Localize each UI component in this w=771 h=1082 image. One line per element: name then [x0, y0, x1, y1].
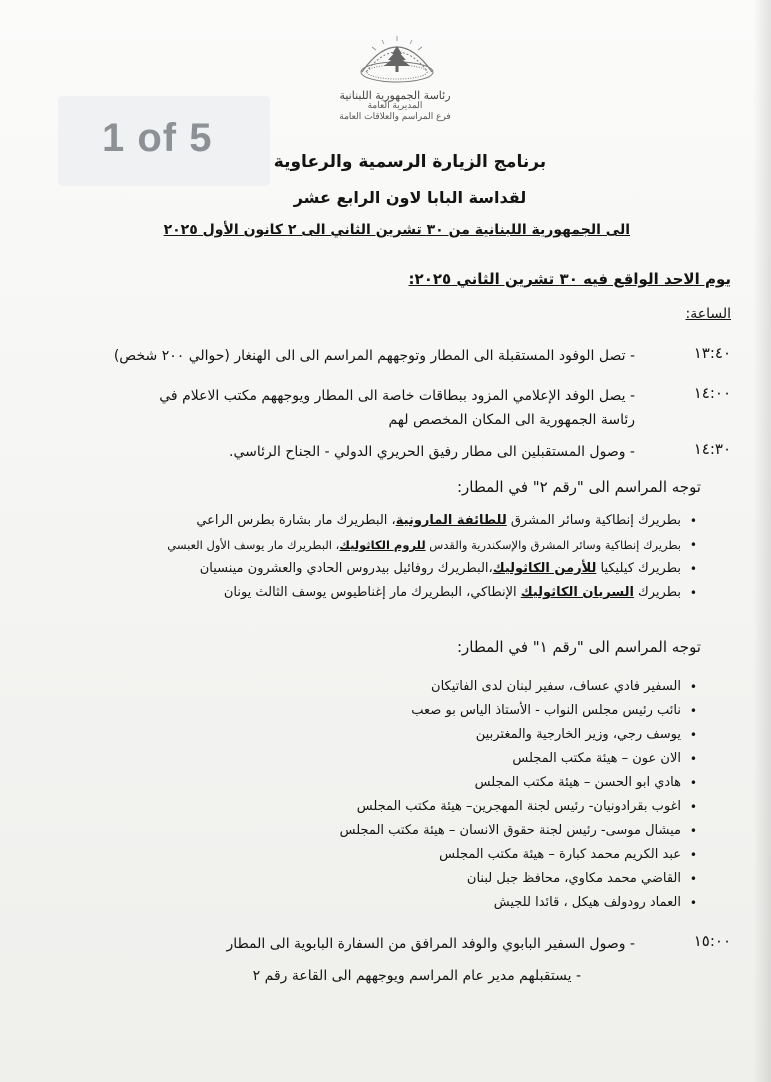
- schedule-description: - تصل الوفود المستقبلة الى المطار وتوجههم المراسم الى الى الهنغار (حوالي ٢٠٠ شخص): [113, 348, 635, 364]
- list-item: • الان عون – هيئة مكتب المجلس: [61, 748, 701, 772]
- schedule-time: ١٤:٣٠: [693, 440, 731, 458]
- list-item: • بطريرك إنطاكية وسائر المشرق للطائفة المارونية، البطريرك مار بشارة بطرس الراعي: [61, 510, 701, 534]
- list-item: • ميشال موسى- رئيس لجنة حقوق الانسان – هيئة مكتب المجلس: [61, 820, 701, 844]
- schedule-row: [31, 384, 731, 436]
- title-line-3: الى الجمهورية اللبنانية من ٣٠ تشرين الثاني الى ٢ كانون الأول ٢٠٢٥: [163, 222, 630, 238]
- list-item: • عبد الكريم محمد كبارة – هيئة مكتب المجلس: [61, 844, 701, 868]
- title-line-2: لقداسة البابا لاون الرابع عشر: [293, 188, 527, 207]
- page-indicator-text: 1 of 5: [102, 116, 213, 160]
- time-heading: الساعة:: [685, 306, 731, 322]
- list-item: • هادي ابو الحسن – هيئة مكتب المجلس: [61, 772, 701, 796]
- list-item: • بطريرك إنطاكية وسائر المشرق والإسكندرية والقدس للروم الكاثوليك، البطريرك مار يوسف الأول العبسي: [61, 534, 701, 558]
- schedule-row: [31, 932, 731, 958]
- org-line-protocol: فرع المراسم والعلاقات العامة: [339, 112, 451, 122]
- list-item: • يوسف رجي، وزير الخارجية والمغتربين: [61, 724, 701, 748]
- list-item: • السفير فادي عساف، سفير لبنان لدى الفاتيكان: [61, 676, 701, 700]
- patriarchs-list: [61, 510, 701, 606]
- schedule-description: - وصول المستقبلين الى مطار رفيق الحريري الدولي - الجناح الرئاسي.: [229, 444, 635, 460]
- cedar-emblem-icon: [352, 32, 442, 90]
- day-heading: يوم الاحد الواقع فيه ٣٠ تشرين الثاني ٢٠٢٥:: [408, 270, 731, 288]
- schedule-description: - وصول السفير البابوي والوفد المرافق من السفارة البابوية الى المطار: [226, 936, 635, 952]
- page-edge-shadow: [753, 0, 771, 1082]
- schedule-time: ١٤:٠٠: [693, 384, 731, 402]
- list-item: • نائب رئيس مجلس النواب - الأستاذ الياس بو صعب: [61, 700, 701, 724]
- final-note: - يستقبلهم مدير عام المراسم ويوجههم الى القاعة رقم ٢: [252, 968, 581, 984]
- organization-header: [270, 90, 520, 123]
- section-heading-number-2: توجه المراسم الى "رقم ٢" في المطار:: [456, 478, 701, 496]
- schedule-row: [31, 440, 731, 466]
- officials-list: [61, 676, 701, 916]
- schedule-time: ١٥:٠٠: [693, 932, 731, 950]
- section-heading-number-1: توجه المراسم الى "رقم ١" في المطار:: [456, 638, 701, 656]
- list-item: • العماد رودولف هيكل ، قائدا للجيش: [61, 892, 701, 916]
- page-indicator: [58, 96, 270, 186]
- schedule-description: - يصل الوفد الإعلامي المزود ببطاقات خاصة الى المطار ويوجههم مكتب الاعلام في رئاسة الجمهورية الى المكان المخصص لهم: [159, 388, 635, 428]
- list-item: • القاضي محمد مكاوي، محافظ جبل لبنان: [61, 868, 701, 892]
- title-line-1: برنامج الزيارة الرسمية والرعاوية: [273, 152, 547, 172]
- schedule-row: [31, 344, 731, 370]
- org-line-directorate: المديرية العامة: [367, 101, 423, 111]
- org-line-presidency: رئاسة الجمهورية اللبنانية: [339, 89, 451, 102]
- list-item: • بطريرك كيليكيا للأرمن الكاثوليك،البطريرك روفائيل بيدروس الحادي والعشرون مينسيان: [61, 558, 701, 582]
- list-item: • بطريرك السريان الكاثوليك الإنطاكي، البطريرك مار إغناطيوس يوسف الثالث يونان: [61, 582, 701, 606]
- schedule-time: ١٣:٤٠: [693, 344, 731, 362]
- list-item: • اغوب بقرادونيان- رئيس لجنة المهجرين– هيئة مكتب المجلس: [61, 796, 701, 820]
